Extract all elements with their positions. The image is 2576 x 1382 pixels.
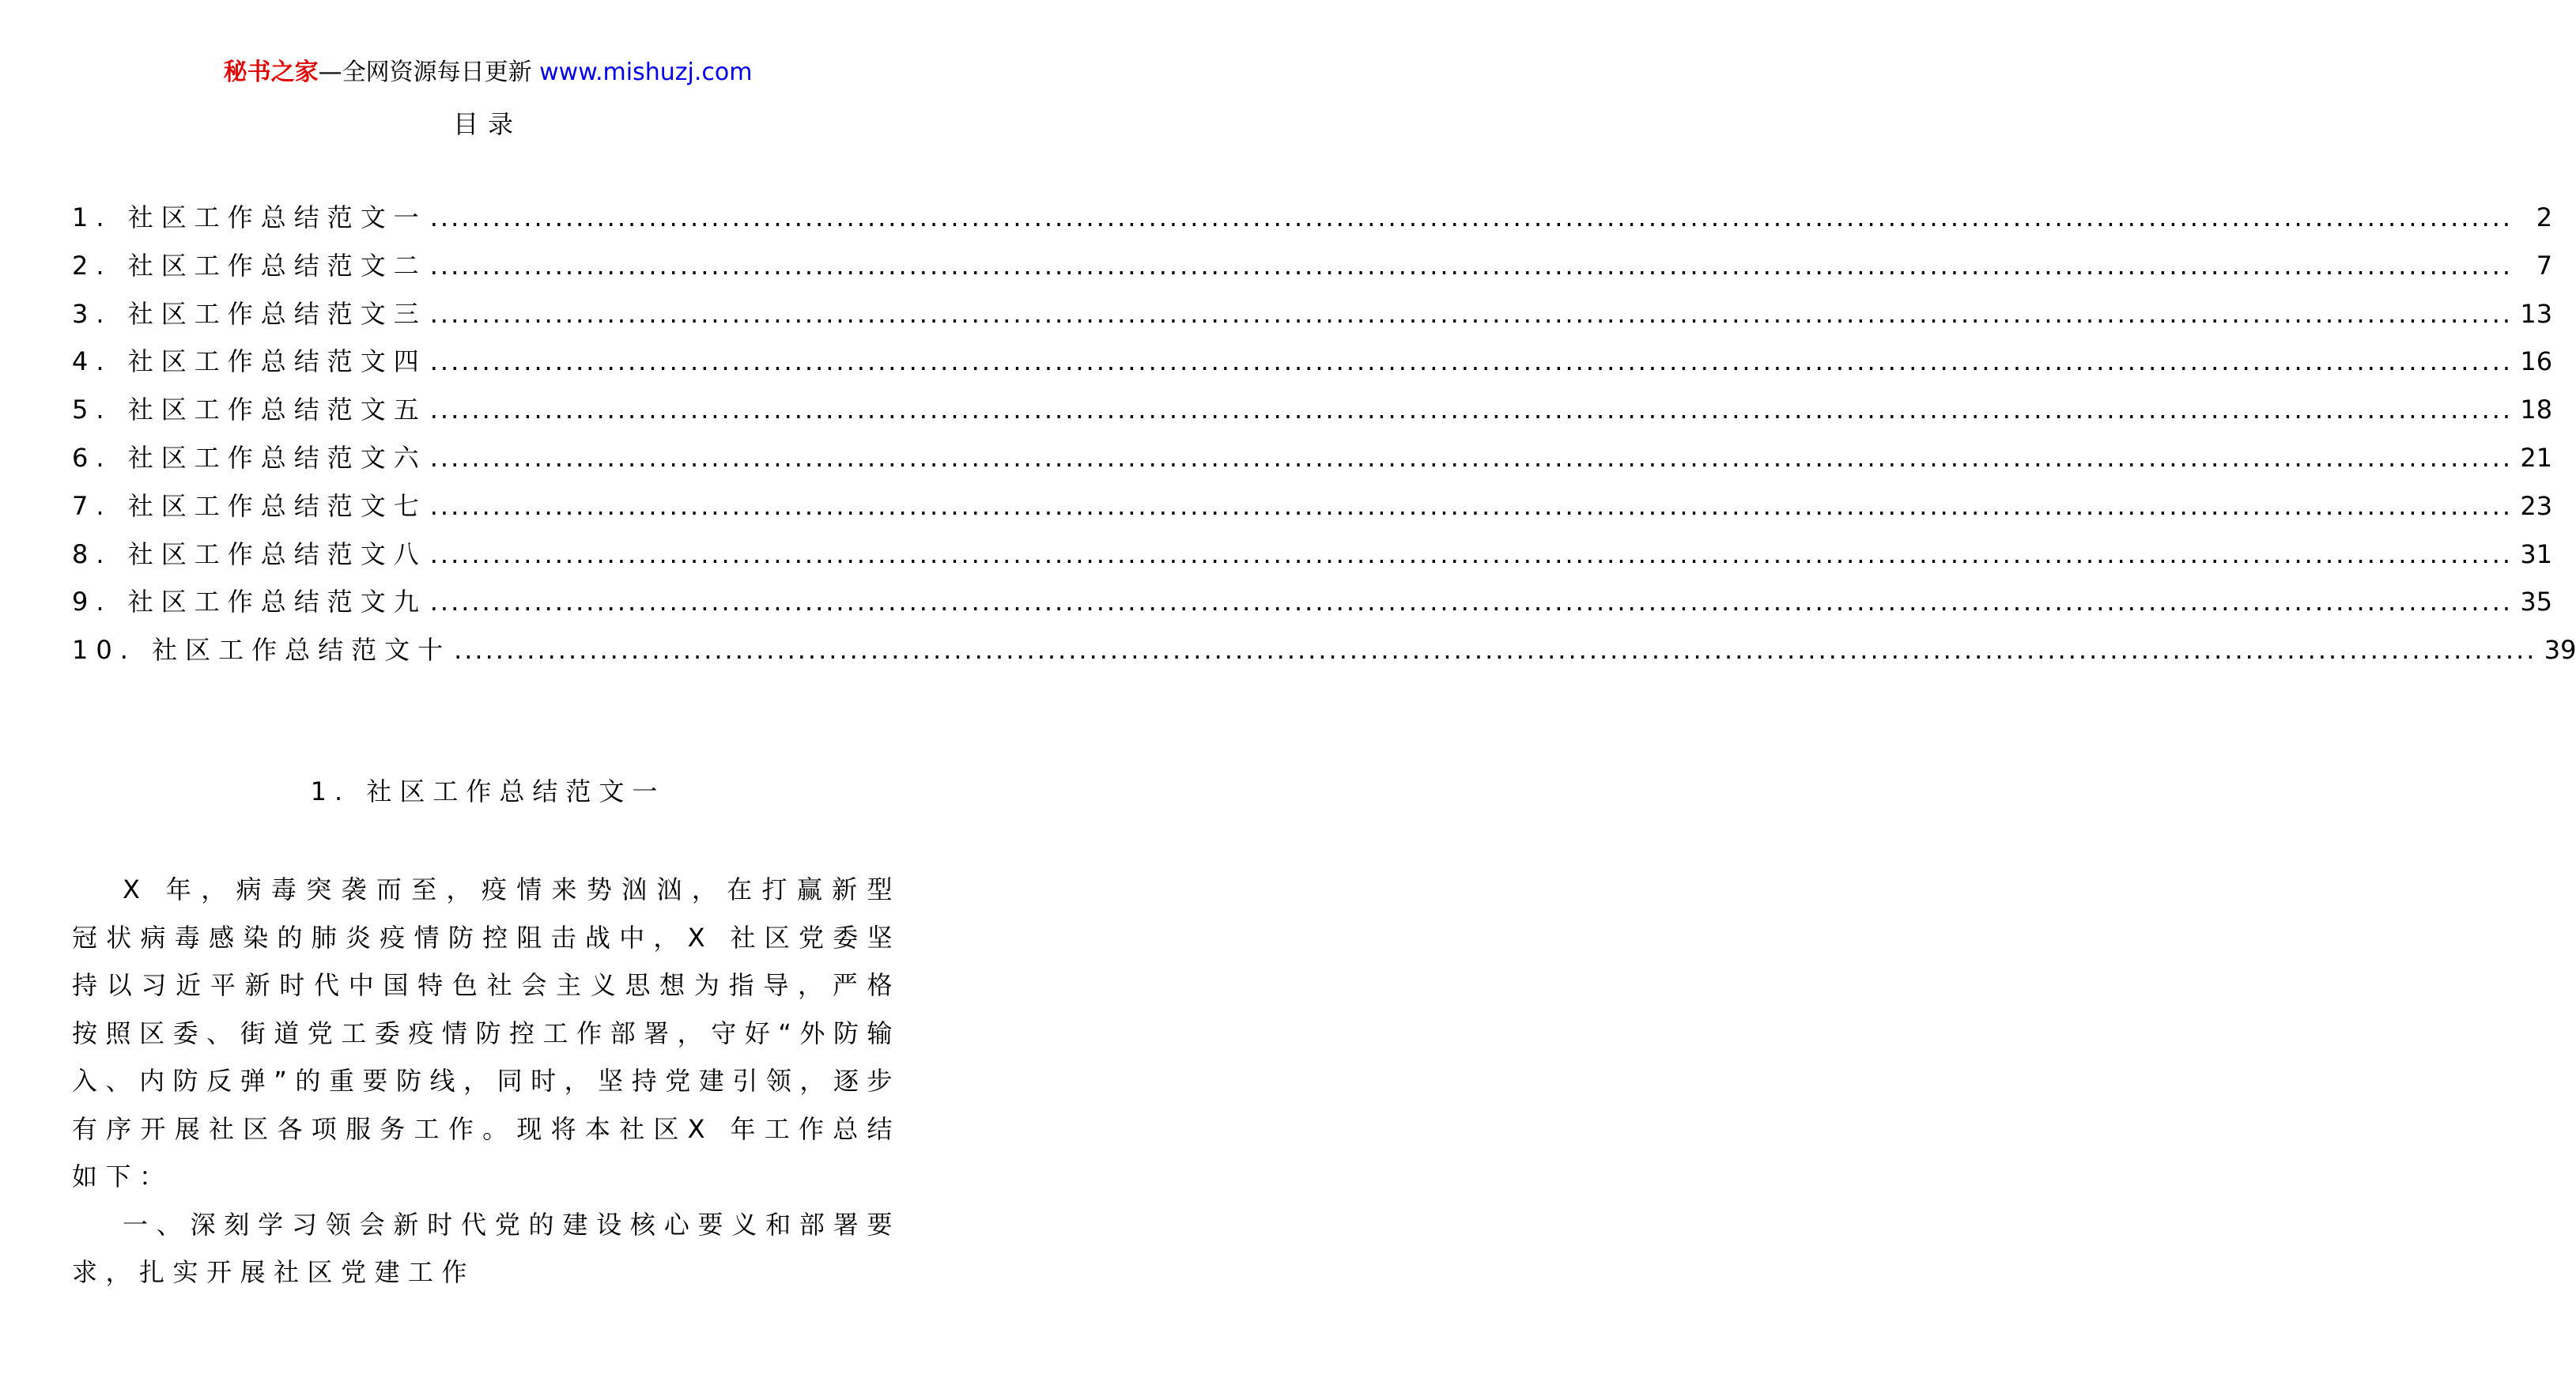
toc-entry[interactable] [72,342,2553,390]
toc-leader-dots: ........................................................................................................................................................................................................ [429,490,2514,521]
toc-entry[interactable] [72,534,2553,583]
section-body [72,866,901,1297]
toc-leader-dots: ........................................................................................................................................................................................................ [454,635,2537,666]
site-url-link[interactable]: www.mishuzj.com [539,59,753,86]
toc-leader-dots: ........................................................................................................................................................................................................ [429,202,2514,232]
toc-entry[interactable] [72,630,2576,678]
toc-entry-label: 9. 社区工作总结范文九 [72,587,427,617]
toc-entry[interactable] [72,438,2553,486]
toc-leader-dots: ........................................................................................................................................................................................................ [429,442,2514,473]
toc-title: 目录 [452,109,523,139]
toc-entry[interactable] [72,246,2553,294]
toc-entry-label: 6. 社区工作总结范文六 [72,442,427,473]
site-brand: 秘书之家 [223,59,319,86]
site-tagline: —全网资源每日更新 [318,59,540,86]
toc-entry-label: 8. 社区工作总结范文八 [72,538,427,569]
toc-entry-label: 4. 社区工作总结范文四 [72,346,427,377]
toc-entry-page: 13 [2520,298,2553,329]
toc-leader-dots: ........................................................................................................................................................................................................ [429,298,2514,329]
toc-entry-page: 23 [2520,490,2553,521]
toc-entry-label: 3. 社区工作总结范文三 [72,298,427,329]
body-paragraph: 一、深刻学习领会新时代党的建设核心要义和部署要求，扎实开展社区党建工作 [72,1209,901,1287]
toc-entry-label: 2. 社区工作总结范文二 [72,250,427,281]
table-of-contents [72,198,2576,678]
site-header [0,57,976,89]
toc-entry-page: 35 [2520,587,2553,617]
toc-entry-page: 2 [2536,202,2553,232]
toc-entry-page: 18 [2520,395,2553,425]
toc-leader-dots: ........................................................................................................................................................................................................ [429,587,2514,617]
toc-entry-label: 1. 社区工作总结范文一 [72,202,427,232]
toc-leader-dots: ........................................................................................................................................................................................................ [429,250,2514,281]
section-title: 1. 社区工作总结范文一 [310,776,666,806]
toc-entry[interactable] [72,582,2553,630]
toc-leader-dots: ........................................................................................................................................................................................................ [429,538,2514,569]
toc-entry-page: 21 [2520,442,2553,473]
body-paragraph: X 年，病毒突袭而至，疫情来势汹汹，在打赢新型冠状病毒感染的肺炎疫情防控阻击战中，X 社区党委坚持以习近平新时代中国特色社会主义思想为指导，严格按照区委、街道党工委疫情防控工作部署，守好“外防输入、内防反弹”的重要防线，同时，坚持党建引领，逐步有序开展社区各项服务工作。现将本社区X 年工作总结如下： [72,874,901,1191]
toc-entry[interactable] [72,198,2553,246]
toc-leader-dots: ........................................................................................................................................................................................................ [429,346,2514,377]
toc-entry-label: 10. 社区工作总结范文十 [72,635,451,666]
toc-entry[interactable] [72,486,2553,534]
toc-entry-page: 16 [2520,346,2553,377]
toc-entry[interactable] [72,294,2553,342]
toc-entry-page: 39 [2544,635,2576,666]
toc-entry-label: 5. 社区工作总结范文五 [72,395,427,425]
toc-entry-page: 7 [2536,250,2553,281]
toc-entry-page: 31 [2520,538,2553,569]
toc-leader-dots: ........................................................................................................................................................................................................ [429,395,2514,425]
toc-entry-label: 7. 社区工作总结范文七 [72,490,427,521]
toc-entry[interactable] [72,390,2553,438]
